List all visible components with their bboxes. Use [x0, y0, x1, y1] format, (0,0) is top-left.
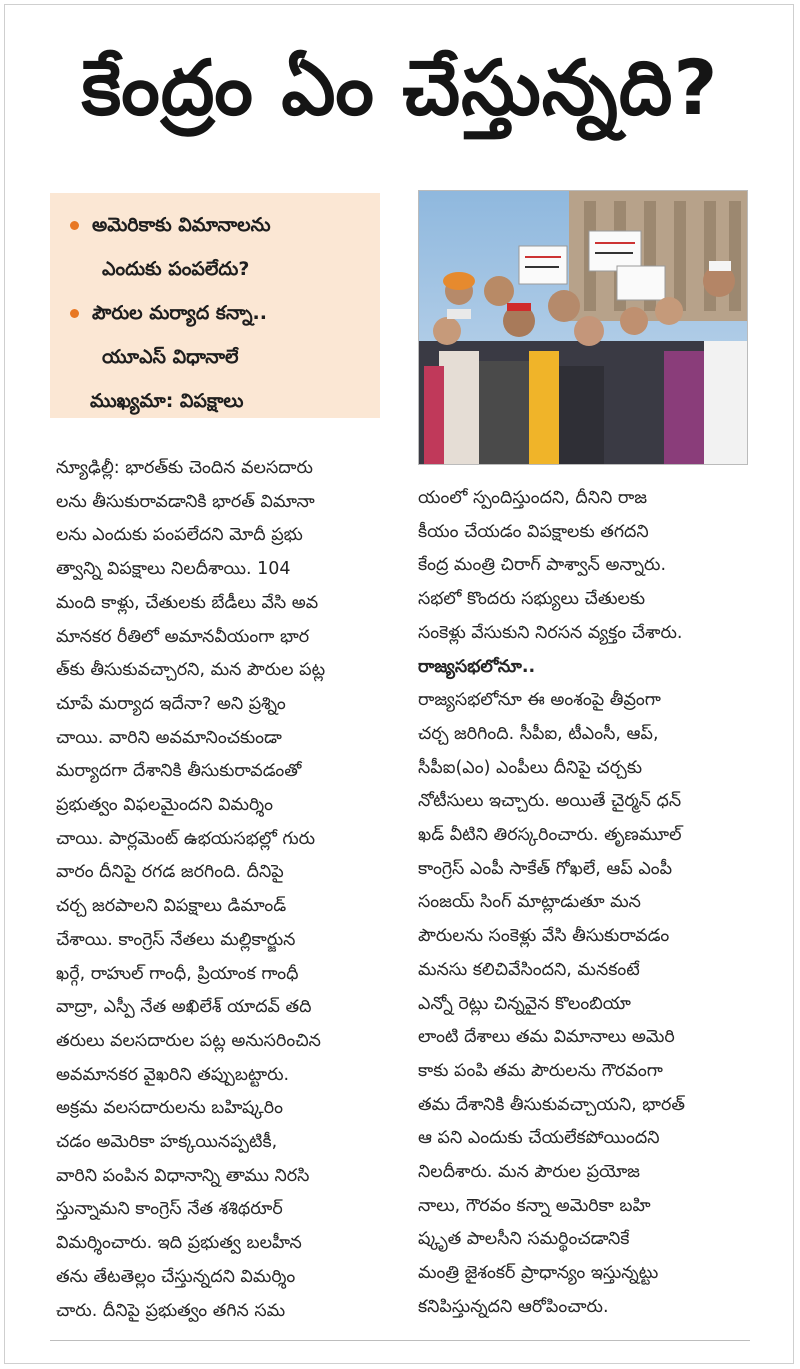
body-line: లాంటి దేశాలు తమ విమానాలు అమెరి: [418, 1027, 675, 1048]
body-line: తరులు వలసదారుల పట్ల అనుసరించిన: [56, 1030, 321, 1051]
body-line: చాయి. వారిని అవమానించకుండా: [56, 727, 282, 748]
body-line: మంత్రి జైశంకర్ ప్రాధాన్యం ఇస్తున్నట్టు: [418, 1263, 659, 1284]
body-line: తను తేటతెల్లం చేస్తున్నదని విమర్శిం: [56, 1266, 296, 1287]
headline: కేంద్రం ఏం చేస్తున్నది?: [81, 43, 719, 132]
body-line: తమ దేశానికి తీసుకువచ్చాయని, భారత్: [418, 1094, 686, 1115]
body-line: సంజయ్ సింగ్ మాట్లాడుతూ మన: [418, 892, 641, 913]
body-line: చడం అమెరికా హక్కయినప్పటికీ,: [56, 1132, 278, 1153]
right-column-bottom: [418, 684, 752, 1324]
subhead: రాజ్యసభలోనూ..: [418, 656, 536, 677]
body-line: నోటీసులు ఇచ్చారు. అయితే చైర్మన్ ధన్: [418, 791, 682, 812]
body-line: రాజ్యసభలోనూ ఈ అంశంపై తీవ్రంగా: [418, 690, 661, 711]
bullet-icon: [70, 221, 79, 230]
highlight-line: ఎందుకు పంపలేదు?: [102, 258, 250, 280]
body-line: కేంద్ర మంత్రి చిరాగ్ పాశ్వాన్ అన్నారు.: [418, 555, 667, 576]
body-line: అక్రమ వలసదారులను బహిష్కరిం: [56, 1098, 283, 1119]
body-line: లను తీసుకురావడానికి భారత్ విమానా: [56, 491, 315, 512]
protest-photo: [418, 190, 748, 465]
body-line: స్తున్నామని కాంగ్రెస్ నేత శశిథరూర్: [56, 1199, 283, 1220]
highlight-line: యూఎస్ విధానాలే: [102, 346, 239, 368]
highlight-line: పౌరుల మర్యాద కన్నా..: [92, 302, 267, 324]
body-line: పౌరులను సంకెళ్లు వేసి తీసుకురావడం: [418, 926, 670, 947]
highlights-box: [50, 193, 380, 418]
body-line: నాలు, గౌరవం కన్నా అమెరికా బహి: [418, 1195, 651, 1216]
divider: [50, 1340, 750, 1341]
body-line: చారు. దీనిపై ప్రభుత్వం తగిన సమ: [56, 1300, 286, 1321]
highlight-item: [72, 203, 370, 291]
body-line: విమర్శించారు. ఇది ప్రభుత్వ బలహీన: [56, 1233, 302, 1254]
body-line: వాద్రా, ఎస్పీ నేత అఖిలేశ్ యాదవ్ తది: [56, 997, 312, 1018]
body-line: ప్రభుత్వం విఫలమైందని విమర్శిం: [56, 795, 273, 816]
body-line: యంలో స్పందిస్తుందని, దీనిని రాజ: [418, 488, 648, 508]
body-line: ఎన్నో రెట్లు చిన్నవైన కొలంబియా: [418, 993, 631, 1014]
highlight-item: [72, 291, 370, 423]
body-line: కనిపిస్తున్నదని ఆరోపించారు.: [418, 1296, 609, 1317]
body-line: మానకర రీతిలో అమానవీయంగా భార: [56, 626, 310, 647]
body-line: చూపే మర్యాద ఇదేనా? అని ప్రశ్నిం: [56, 693, 286, 714]
body-line: సంకెళ్లు వేసుకుని నిరసన వ్యక్తం చేశారు.: [418, 622, 683, 643]
body-line: లను ఎందుకు పంపలేదని మోదీ ప్రభు: [56, 525, 303, 546]
body-line: కాంగ్రెస్ ఎంపీ సాకేత్ గోఖలే, ఆప్ ఎంపీ: [418, 858, 673, 879]
body-line: చాయి. పార్లమెంట్ ఉభయసభల్లో గురు: [56, 828, 316, 849]
body-line: వారం దీనిపై రగడ జరగింది. దీనిపై: [56, 862, 284, 883]
body-line: కాకు పంపి తమ పౌరులను గౌరవంగా: [418, 1060, 663, 1081]
body-line: ఆ పని ఎందుకు చేయలేకపోయిందని: [418, 1128, 660, 1149]
body-line: చర్చ జరిగింది. సీపీఐ, టీఎంసీ, ఆప్,: [418, 723, 659, 744]
body-line: సీపీఐ(ఎం) ఎంపీలు దీనిపై చర్చకు: [418, 757, 643, 778]
body-line: చర్చ జరపాలని విపక్షాలు డిమాండ్: [56, 896, 287, 917]
body-line: ఖడ్ వీటిని తిరస్కరించారు. తృణమూల్: [418, 825, 682, 846]
right-column: [418, 482, 752, 1325]
body-line: త్‌కు తీసుకువచ్చారని, మన పౌరుల పట్ల: [56, 660, 326, 681]
protest-photo-illustration: [419, 191, 748, 465]
body-line: కీయం చేయడం విపక్షాలకు తగదని: [418, 521, 649, 542]
body-line: అవమానకర వైఖరిని తప్పుబట్టారు.: [56, 1064, 290, 1085]
body-line: మర్యాదగా దేశానికి తీసుకురావడంతో: [56, 761, 302, 782]
body-line: మంది కాళ్లు, చేతులకు బేడీలు వేసి అవ: [56, 592, 319, 613]
body-line: వారిని పంపిన విధానాన్ని తాము నిరసి: [56, 1165, 310, 1186]
body-line: న్యూఢిల్లీ: భారత్‌కు చెందిన వలసదారు: [56, 458, 313, 478]
body-line: త్వాన్ని విపక్షాలు నిలదీశాయి. 104: [56, 559, 291, 580]
highlight-line: ముఖ్యమా: విపక్షాలు: [90, 390, 244, 412]
highlight-line: అమెరికాకు విమానాలను: [92, 214, 271, 236]
body-line: మనసు కలిచివేసిందని, మనకంటే: [418, 959, 640, 980]
right-column-top: [418, 482, 752, 651]
body-line: సభలో కొందరు సభ్యులు చేతులకు: [418, 589, 646, 610]
left-column: [56, 452, 386, 1328]
body-line: చేశాయి. కాంగ్రెస్ నేతలు మల్లికార్జున: [56, 929, 296, 950]
body-line: నిలదీశారు. మన పౌరుల ప్రయోజ: [418, 1162, 640, 1183]
body-line: ష్కృత పాలసీని సమర్థించడానికే: [418, 1229, 630, 1250]
bullet-icon: [70, 309, 79, 318]
body-line: ఖర్గే, రాహుల్ గాంధీ, ప్రియాంక గాంధీ: [56, 963, 299, 984]
